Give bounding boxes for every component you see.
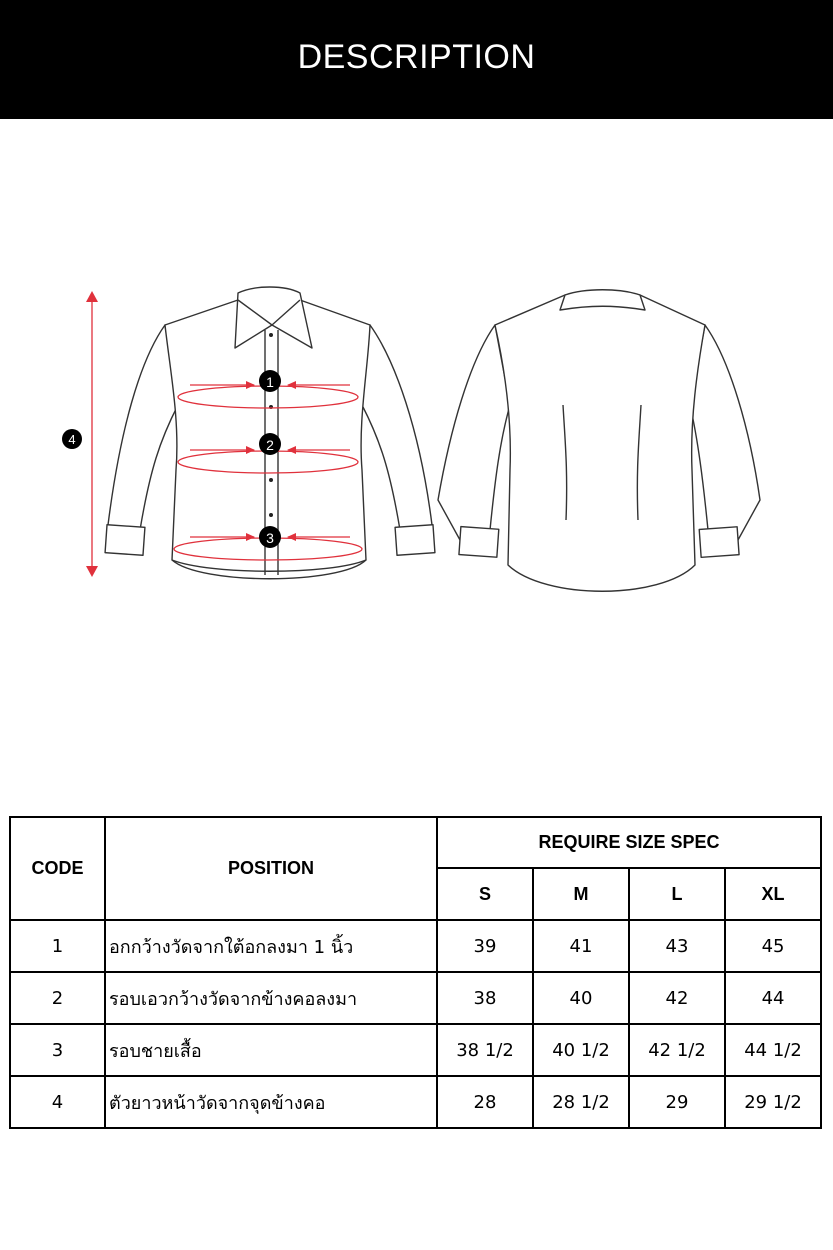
value-xl: 45 bbox=[725, 920, 821, 972]
table-row bbox=[10, 1076, 821, 1128]
row-code: 4 bbox=[10, 1076, 105, 1128]
header-size-m: M bbox=[533, 868, 629, 920]
value-l: 42 bbox=[629, 972, 725, 1024]
row-position: รอบชายเสื้อ bbox=[105, 1024, 437, 1076]
marker-3 bbox=[259, 526, 281, 548]
value-xl: 44 1/2 bbox=[725, 1024, 821, 1076]
table-row bbox=[10, 1024, 821, 1076]
value-m: 41 bbox=[533, 920, 629, 972]
value-xl: 29 1/2 bbox=[725, 1076, 821, 1128]
value-s: 38 1/2 bbox=[437, 1024, 533, 1076]
table-row bbox=[10, 972, 821, 1024]
marker-1 bbox=[259, 370, 281, 392]
size-spec-table bbox=[9, 816, 822, 1129]
value-m: 40 1/2 bbox=[533, 1024, 629, 1076]
svg-text:1: 1 bbox=[266, 374, 274, 390]
marker-4 bbox=[62, 429, 82, 449]
value-xl: 44 bbox=[725, 972, 821, 1024]
value-l: 43 bbox=[629, 920, 725, 972]
back-shirt-drawing bbox=[438, 290, 760, 592]
value-s: 28 bbox=[437, 1076, 533, 1128]
row-code: 2 bbox=[10, 972, 105, 1024]
row-position: อกกว้างวัดจากใต้อกลงมา 1 นิ้ว bbox=[105, 920, 437, 972]
row-position: รอบเอวกว้างวัดจากข้างคอลงมา bbox=[105, 972, 437, 1024]
header-size-s: S bbox=[437, 868, 533, 920]
svg-text:4: 4 bbox=[68, 432, 76, 447]
table-row bbox=[10, 920, 821, 972]
svg-text:2: 2 bbox=[266, 437, 274, 453]
svg-text:3: 3 bbox=[266, 530, 274, 546]
value-s: 39 bbox=[437, 920, 533, 972]
row-code: 3 bbox=[10, 1024, 105, 1076]
header-size-spec: REQUIRE SIZE SPEC bbox=[437, 817, 821, 868]
value-m: 40 bbox=[533, 972, 629, 1024]
header-code: CODE bbox=[10, 817, 105, 920]
header-size-l: L bbox=[629, 868, 725, 920]
header-position: POSITION bbox=[105, 817, 437, 920]
row-code: 1 bbox=[10, 920, 105, 972]
row-position: ตัวยาวหน้าวัดจากจุดข้างคอ bbox=[105, 1076, 437, 1128]
value-l: 29 bbox=[629, 1076, 725, 1128]
value-s: 38 bbox=[437, 972, 533, 1024]
header-size-xl: XL bbox=[725, 868, 821, 920]
value-m: 28 1/2 bbox=[533, 1076, 629, 1128]
value-l: 42 1/2 bbox=[629, 1024, 725, 1076]
page-title: DESCRIPTION bbox=[297, 38, 536, 76]
header-bar bbox=[0, 0, 833, 119]
marker-2 bbox=[259, 433, 281, 455]
shirt-measurement-diagram bbox=[0, 270, 833, 610]
